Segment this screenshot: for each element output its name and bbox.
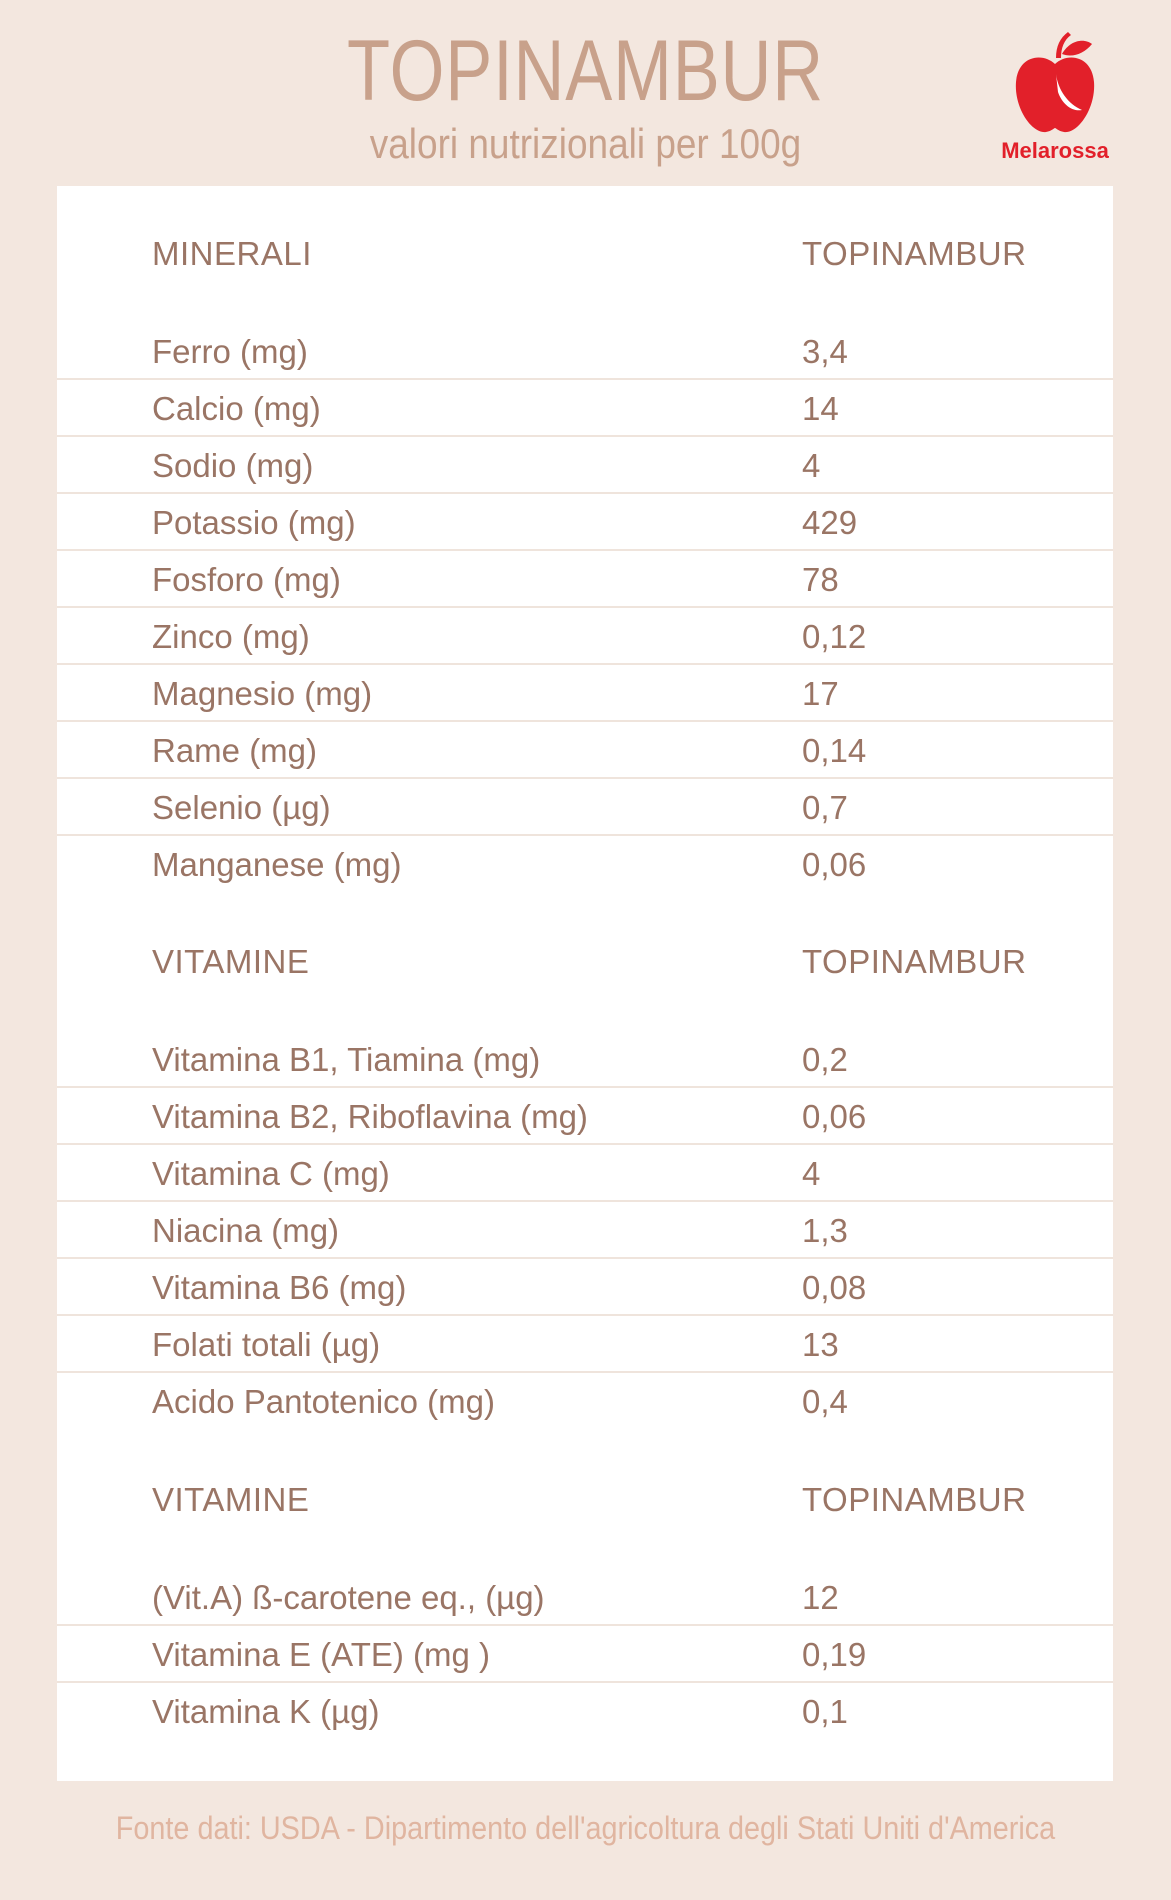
row-label: Sodio (mg) [152,447,314,484]
table-row [57,1262,1113,1316]
table-row [57,668,1113,722]
row-label: Manganese (mg) [152,846,402,883]
column-heading: TOPINAMBUR [802,943,1027,980]
logo-text: Melarossa [1001,138,1109,163]
row-value: 0,7 [802,789,848,826]
table-row [57,725,1113,779]
table-row [57,440,1113,494]
row-value: 0,4 [802,1383,848,1420]
section-header [57,228,1113,280]
row-label: Calcio (mg) [152,390,321,427]
row-value: 0,06 [802,1098,867,1135]
table-row [57,839,1113,891]
table-row [57,383,1113,437]
section-heading: VITAMINE [152,943,310,980]
row-value: 3,4 [802,333,848,370]
row-label: Ferro (mg) [152,333,308,370]
section-header [57,936,1113,988]
row-value: 429 [802,504,858,541]
row-label: Acido Pantotenico (mg) [152,1383,496,1420]
row-label: Vitamina B6 (mg) [152,1269,407,1306]
row-label: Vitamina K (µg) [152,1693,380,1730]
page-subtitle: valori nutrizionali per 100g [369,120,802,167]
table-row [57,1034,1113,1088]
table-row [57,782,1113,836]
page-title: TOPINAMBUR [346,23,825,119]
table-row [57,1572,1113,1626]
row-value: 14 [802,390,839,427]
table-row [57,326,1113,380]
row-label: Zinco (mg) [152,618,310,655]
row-value: 0,14 [802,732,867,769]
row-value: 78 [802,561,839,598]
row-label: Magnesio (mg) [152,675,373,712]
table-row [57,1319,1113,1373]
row-value: 13 [802,1326,839,1363]
row-label: Vitamina B1, Tiamina (mg) [152,1041,541,1078]
row-label: Vitamina B2, Riboflavina (mg) [152,1098,588,1135]
row-value: 0,06 [802,846,867,883]
header [0,0,1171,185]
row-value: 0,1 [802,1693,848,1730]
row-label: Folati totali (µg) [152,1326,381,1363]
row-label: Fosforo (mg) [152,561,341,598]
table-row [57,554,1113,608]
row-label: (Vit.A) ß-carotene eq., (µg) [152,1579,545,1616]
table-row [57,1091,1113,1145]
table-row [57,611,1113,665]
row-value: 17 [802,675,839,712]
row-value: 1,3 [802,1212,848,1249]
row-label: Vitamina E (ATE) (mg ) [152,1636,491,1673]
row-value: 4 [802,1155,821,1192]
apple-icon [1012,30,1098,135]
table-row [57,1205,1113,1259]
section-heading: MINERALI [152,235,312,272]
row-value: 4 [802,447,821,484]
source-note: Fonte dati: USDA - Dipartimento dell'agricoltura degli Stati Uniti d'America [115,1810,1056,1846]
table-row [57,1376,1113,1428]
section-header [57,1474,1113,1526]
column-heading: TOPINAMBUR [802,235,1027,272]
column-heading: TOPINAMBUR [802,1481,1027,1518]
nutrition-table [57,186,1113,1781]
row-label: Potassio (mg) [152,504,356,541]
section-heading: VITAMINE [152,1481,310,1518]
row-value: 0,19 [802,1636,867,1673]
table-row [57,1686,1113,1738]
row-value: 0,08 [802,1269,867,1306]
table-row [57,1629,1113,1683]
table-row [57,497,1113,551]
row-label: Rame (mg) [152,732,318,769]
row-label: Vitamina C (mg) [152,1155,390,1192]
melarossa-logo[interactable] [990,30,1120,170]
row-value: 12 [802,1579,839,1616]
row-value: 0,2 [802,1041,848,1078]
row-label: Selenio (µg) [152,789,331,826]
row-value: 0,12 [802,618,867,655]
row-label: Niacina (mg) [152,1212,340,1249]
table-row [57,1148,1113,1202]
